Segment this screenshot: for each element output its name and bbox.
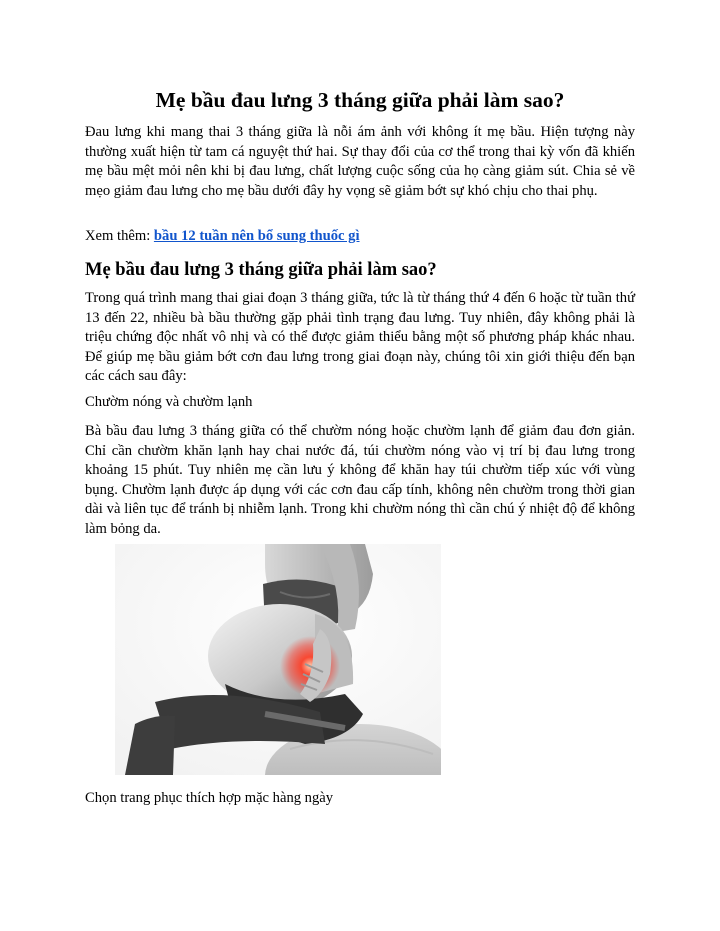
section-heading: Mẹ bầu đau lưng 3 tháng giữa phải làm sao? (85, 260, 437, 280)
body-paragraph-1: Trong quá trình mang thai giai đoạn 3 tháng giữa, tức là từ tháng thứ 4 đến 6 hoặc từ tuần thứ 13 đến 22, nhiều bà bầu thường gặp phải tình trạng đau lưng. Tuy nhiên, đây không phải là triệu chứng độc nhất vô nhị và có thể được giảm thiểu bằng một số phương pháp khác nhau. Để giúp mẹ bầu giảm bớt cơn đau lưng trong giai đoạn này, chúng tôi xin giới thiệu đến bạn các cách sau đây: (85, 290, 635, 385)
subheading-hot-cold: Chườm nóng và chườm lạnh (85, 394, 253, 410)
body-paragraph-2: Bà bầu đau lưng 3 tháng giữa có thể chườm nóng hoặc chườm lạnh để giảm đau đơn giản. Chỉ cần chườm khăn lạnh hay chai nước đá, túi chườm nóng vào vị trí bị đau lưng trong khoảng 15 phút. Tuy nhiên mẹ cần lưu ý không để khăn hay túi chườm tiếp xúc với vùng bụng. Chườm lạnh được áp dụng với các cơn đau cấp tính, không nên chườm trong thời gian dài và liên tục để tránh bị nhiễm lạnh. Trong khi chườm nóng thì cần chú ý nhiệt độ để không làm bỏng da. (85, 423, 635, 537)
page-title: Mẹ bầu đau lưng 3 tháng giữa phải làm sao? (155, 88, 565, 112)
see-also-line (85, 227, 635, 247)
subheading-clothing: Chọn trang phục thích hợp mặc hàng ngày (85, 790, 334, 806)
see-also-link[interactable]: bầu 12 tuần nên bổ sung thuốc gì (153, 228, 360, 244)
see-also-label: Xem thêm: (85, 228, 154, 244)
pregnant-woman-back-pain-photo (115, 544, 441, 775)
intro-paragraph: Đau lưng khi mang thai 3 tháng giữa là nỗi ám ảnh với không ít mẹ bầu. Hiện tượng này thường xuất hiện từ tam cá nguyệt thứ hai. Sự thay đổi của cơ thể trong thai kỳ vốn đã khiến mẹ bầu mệt mỏi nên khi bị đau lưng, chất lượng cuộc sống của họ càng giảm sút. Chia sẻ về mẹo giảm đau lưng cho mẹ bầu dưới đây hy vọng sẽ giảm bớt sự khó chịu cho thai phụ. (85, 124, 635, 199)
